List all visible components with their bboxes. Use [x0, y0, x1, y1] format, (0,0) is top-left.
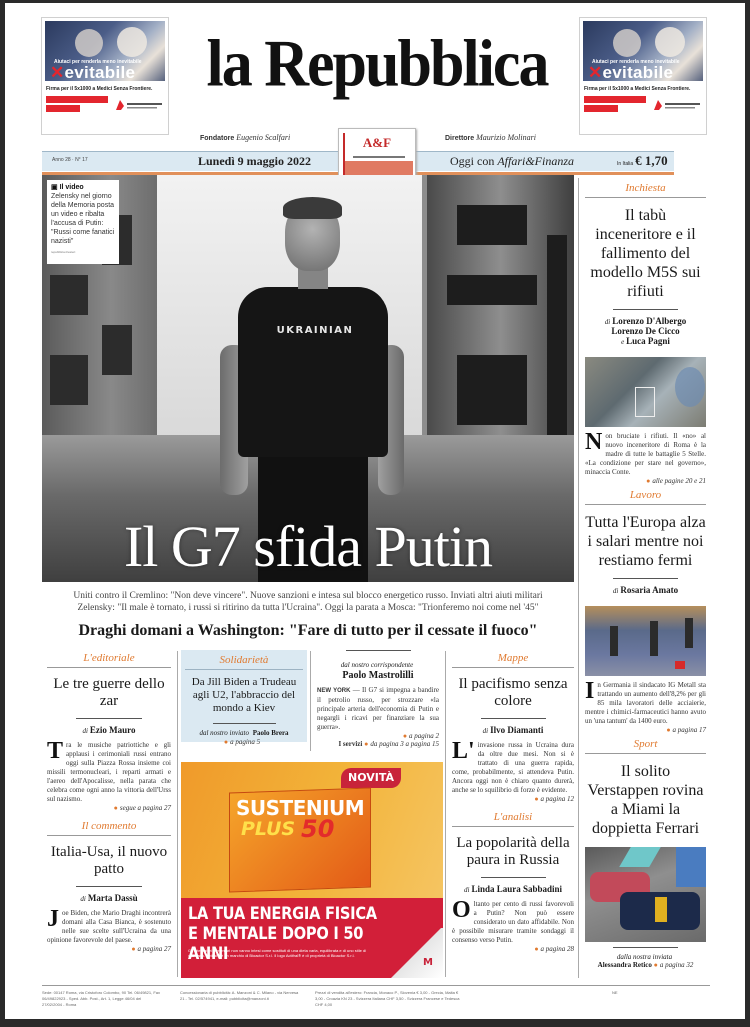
bullet-icon: ● [131, 945, 136, 953]
af-logo-text: A&F [362, 135, 392, 150]
ad-small-text: Aiutaci per renderla meno inevitabile [592, 59, 680, 65]
affari-finanza-logo[interactable] [338, 128, 416, 176]
top-left-ad[interactable] [41, 17, 169, 135]
page-curl [388, 928, 443, 978]
ad-code-bar [584, 96, 646, 103]
ad-big-text: ✕evitabile [50, 63, 136, 82]
bullet-icon: ● [113, 804, 118, 812]
video-label: ▣ Il video [51, 184, 84, 191]
ad-code-bar [46, 96, 108, 103]
section-kicker: Mappe [497, 652, 529, 664]
byline: e Luca Pagni [621, 336, 670, 346]
article-title[interactable]: La popolarità della paura in Russia [456, 835, 570, 868]
ad-fifty: 50 [301, 815, 335, 843]
msf-logo-icon [650, 98, 702, 112]
right-column: Inchiesta Il tabù inceneritore e il fallimento del modello M5S sui rifiuti di Lorenzo D'Albergo Lorenzo De Cicco e Luca Pagni Non bruciate i rifiuti. Il «no» al nuovo inceneritore di Roma è la madre di tutte le battaglie 5 Stelle. «La condizione per stare nel governo», minaccia Conte. ● alle pagine 20 e 21 Lavoro Tutta l'Europa alza i salari mentre noi restiamo fermi di Rosaria Amato In Germania il sindacato IG Metall sta trattando un aumento dell'8,2% per gli 85 mila lavoratori delle acciaierie, mentre i chimici-farmaceutici hanno avuto un 'una tantum' da 1400 euro. ● a pagina 17 Sport Il solito Verstappen rovina a Miami la doppietta Ferrari dalla nostra inviata Alessandra Retico ● a pagina 32 [581, 178, 710, 969]
f1-photo[interactable] [585, 847, 706, 942]
director-credit: Direttore Maurizio Molinari [445, 133, 536, 142]
byline: di Linda Laura Sabbadini [464, 884, 562, 894]
article-body: Tra le musiche patriottiche e gli applausi i cerimoniali russi entrano oggi sulla Piazza Rossa insieme coi missili termonucleari, i reparti armati e l'aereo dell'Apocalisse, nella parata che celebra come ogni anno la vittoria dell'Urss sul nazismo. [47, 738, 171, 803]
byline: di Marta Dassù [80, 893, 138, 903]
sustenium-ad[interactable] [181, 762, 443, 978]
bullet-icon: ● [534, 945, 539, 953]
article-title[interactable]: Tutta l'Europa alza i salari mentre noi restiamo fermi [585, 514, 706, 569]
section-kicker: Il commento [81, 820, 137, 832]
newspaper-logo[interactable]: la Repubblica [206, 27, 548, 101]
ad-headline-1: LA TUA ENERGIA FISICA [188, 904, 377, 924]
bullet-icon: ● [653, 961, 658, 969]
article-body: Non bruciate i rifiuti. Il «no» al nuovo inceneritore di Roma è la madre di tutte le battaglie 5 Stelle. «La condizione per stare nel governo», minaccia Conte. [585, 429, 706, 476]
editoriale-column [43, 648, 175, 953]
page-ref[interactable]: ● a pagina 5 [223, 738, 261, 746]
bullet-icon: ● [364, 740, 369, 748]
bullet-icon: ● [646, 477, 651, 485]
menarini-logo-icon: M [423, 957, 433, 968]
article-title[interactable]: Da Jill Biden a Trudeau agli U2, l'abbraccio del mondo a Kiev [191, 676, 297, 714]
ad-code-bar-2 [46, 105, 80, 112]
price: In Italia € 1,70 [617, 153, 668, 168]
page-ref[interactable]: ● a pagina 28 [534, 945, 574, 953]
servizi-ref[interactable]: I servizi ● da pagina 3 a pagina 15 [338, 740, 439, 748]
mappe-column [448, 648, 578, 953]
byline: dal nostro inviato Paolo Brera [199, 729, 289, 737]
newspaper-front-page [5, 3, 745, 1019]
ad-code-bar-2 [584, 105, 618, 112]
ad-tagline: Firma per il 5x1000 a Medici Senza Frontiere. [46, 86, 153, 92]
byline: Lorenzo De Cicco [611, 326, 680, 336]
af-orange-block [345, 161, 413, 175]
page-ref[interactable]: ● a pagina 27 [131, 945, 171, 953]
ad-tagline: Firma per il 5x1000 a Medici Senza Frontiere. [584, 86, 691, 92]
ad-small-text: Aiutaci per renderla meno inevitabile [54, 59, 142, 65]
video-text: Zelensky nel giorno della Memoria posta un video e ribalta l'accusa di Putin: "Russi come fanatici nazisti" [51, 193, 115, 245]
article-title[interactable]: Il tabù inceneritore e il fallimento del modello M5S sui rifiuti [590, 207, 701, 300]
page-ref[interactable]: ● a pagina 17 [666, 726, 706, 734]
play-icon: ▣ [51, 184, 58, 191]
page-ref[interactable]: ● alle pagine 20 e 21 [646, 477, 706, 485]
article-title[interactable]: Le tre guerre dello zar [53, 676, 165, 709]
top-right-ad[interactable] [579, 17, 707, 135]
issue-date: Lunedì 9 maggio 2022 [198, 154, 312, 168]
supplement-note: Oggi con Affari&Finanza [450, 154, 574, 168]
section-kicker: L'analisi [493, 811, 533, 823]
section-kicker: L'editoriale [83, 652, 135, 664]
section-kicker: Solidarietà [219, 654, 269, 666]
page-ref[interactable]: ● a pagina 2 [402, 732, 439, 740]
page-ref[interactable]: ● a pagina 12 [534, 795, 574, 803]
founder-credit: Fondatore Eugenio Scalfari [200, 133, 291, 142]
lead-subline: Uniti contro il Cremlino: "Non deve vincere". Nuove sanzioni e intesa sul blocco energetico russo. Inviati altri aiuti militari Zelensky: "Il male è tornato, i russi si ritirino da tutta l'Ucraina". Oggi la parata a Mosca: "Trionferemo noi come nel '45" [73, 591, 543, 613]
main-headline[interactable]: Il G7 sfida Putin [123, 514, 493, 579]
section-kicker: Lavoro [629, 489, 662, 501]
ruined-building-right [427, 175, 574, 475]
article-body: Joe Biden, che Mario Draghi incontrerà domani alla Casa Bianca, è sostenuto nelle sue scelte sull'Ucraina da una opinione favorevole del paese. [47, 906, 171, 944]
byline: Paolo Mastrolilli [342, 670, 414, 681]
byline: di Lorenzo D'Albergo [604, 316, 687, 326]
video-credit: repubblica.it/esteri [51, 250, 76, 254]
solidarieta-box [181, 650, 307, 746]
ad-big-text: ✕evitabile [588, 63, 674, 82]
bullet-icon: ● [402, 732, 408, 740]
issue-number: Anno 28 · N° 17 [52, 157, 88, 163]
footer-colophon: Sede: 00147 Roma, via Cristoforo Colombo, 90 Tel. 06/49821, Fax 06/49822923 - Sped. Abb. Post., Art. 1, Legge 46/04 del 27/02/2004 - Roma Concessionaria di pubblicità: A. Manzoni & C. Milano - via Nervesa 21 - Tel. 02/574941, e-mail: pubblicita@manzoni.it Prezzi di vendita all'estero: Francia, Monaco P., Slovenia € 3,00 - Grecia, Malta € 3,00 - Croazia KN 23 - Svizzera Italiana CHF 3,50 - Svizzera Francese e Tedesca CHF 4,00 NE [42, 985, 710, 1015]
af-divider [353, 156, 405, 160]
byline: di Ilvo Diamanti [482, 725, 544, 735]
bullet-icon: ● [534, 795, 539, 803]
article-body: In Germania il sindacato IG Metall sta trattando un aumento dell'8,2% per gli 85 mila lavoratori delle acciaierie, mentre i chimici-farmaceutici hanno avuto un 'una tantum' da 1400 euro. [585, 678, 706, 725]
msf-logo-icon [112, 98, 164, 112]
article-body: NEW YORK — Il G7 si impegna a bandire il petrolio russo, per strozzare «la principale arteria dell'economia di Putin e negargli i ricavi per finanziare la sua guerra». [317, 686, 440, 731]
video-teaser[interactable] [47, 180, 119, 264]
shirt-text: UKRAINIAN [276, 325, 354, 336]
article-body: Oltanto per cento di russi favorevoli a Putin? Non può essere considerato un dato affidabile. Non è possibile misurare tramite sondaggi il consenso verso Putin. [452, 897, 574, 944]
ad-fine-print: Gli integratori alimentari non vanno intesi come sostituti di una dieta varia, equilibrata e di uno stile di vita sano. Actifal® è un marchio di Bioactor S.r.l. Il logo Actifral® è di proprietà di Bioactor S.r.l. [188, 948, 367, 958]
article-title[interactable]: Italia-Usa, il nuovo patto [50, 844, 168, 877]
section-kicker: Inchiesta [625, 182, 666, 194]
byline: Alessandra Retico ● a pagina 32 [597, 961, 694, 969]
byline: di Ezio Mauro [82, 725, 136, 735]
bullet-icon: ● [666, 726, 671, 734]
section-kicker: Sport [633, 738, 658, 750]
article-title[interactable]: Il pacifismo senza colore [458, 676, 568, 709]
article-title[interactable]: Il solito Verstappen rovina a Miami la doppietta Ferrari [587, 763, 704, 837]
bullet-icon: ● [223, 738, 229, 746]
waste-photo[interactable] [585, 357, 706, 427]
page-ref[interactable]: ● segue a pagina 27 [113, 804, 171, 812]
article-body: L' invasione russa in Ucraina dura da oltre due mesi. Non si è trattato di una guerra rapida, come, probabilmente, si attendeva Putin. Ancora oggi non è chiaro quanto durerà, anche se lo squilibrio di forze è evidente. [452, 738, 574, 794]
workers-photo[interactable] [585, 606, 706, 676]
ad-brand: SUSTENIUM [236, 796, 365, 820]
hero-photo[interactable] [42, 175, 574, 582]
secondary-headline[interactable]: Draghi domani a Washington: "Fare di tutto per il cessate il fuoco" [78, 622, 538, 639]
ad-badge: NOVITÀ [341, 768, 401, 788]
ad-headline-2: E MENTALE DOPO I 50 ANNI [188, 924, 364, 964]
ad-plus: PLUS [241, 818, 296, 840]
g7-report: dal nostro corrispondente Paolo Mastrolilli NEW YORK — Il G7 si impegna a bandire il petrolio russo, per strozzare «la principale arteria dell'economia di Putin e negargli i ricavi per finanziare la sua guerra». ● a pagina 2 I servizi ● da pagina 3 a pagina 15 [313, 648, 443, 748]
byline: di Rosaria Amato [612, 585, 679, 595]
